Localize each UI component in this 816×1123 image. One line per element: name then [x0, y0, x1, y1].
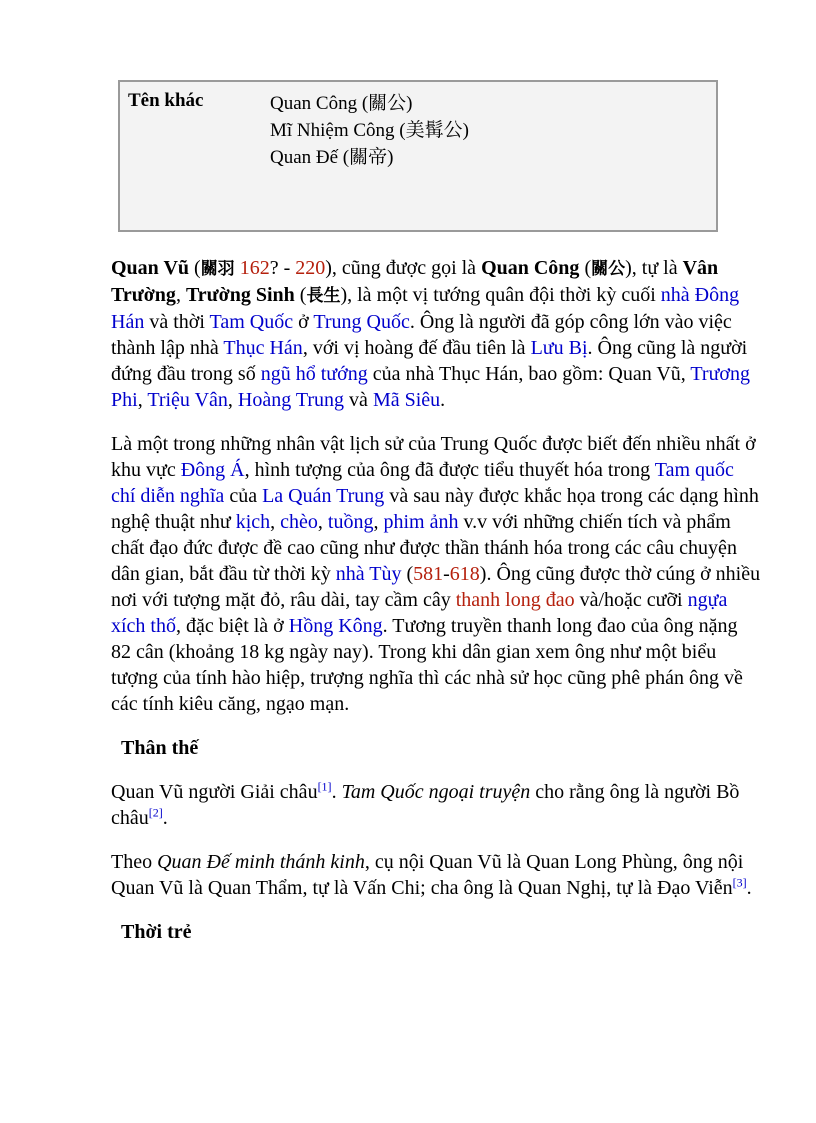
link-luu-bi[interactable]: Lưu Bị — [530, 337, 588, 359]
reference-1[interactable]: [1] — [317, 779, 332, 794]
origin-paragraph: Quan Vũ người Giải châu[1]. Tam Quốc ngoại truyện cho rằng ông là người Bồ châu[2]. — [111, 779, 740, 829]
link-nha-tuy[interactable]: nhà Tùy — [335, 563, 402, 585]
book-title-quan-de-minh-thanh-kinh: Quan Đế minh thánh kinh — [157, 851, 365, 873]
link-tam-quoc[interactable]: Tam Quốc — [209, 311, 294, 333]
birth-year-link[interactable]: 162 — [239, 257, 270, 279]
link-ma-sieu[interactable]: Mã Siêu — [372, 389, 441, 411]
link-cheo[interactable]: chèo — [280, 511, 318, 533]
link-thanh-long-dao[interactable]: thanh long đao — [455, 589, 575, 611]
link-thuc-han[interactable]: Thục Hán — [223, 337, 303, 359]
intro-paragraph: Quan Vũ (關羽 162? - 220), cũng được gọi là Quan Công (關公), tự là Vân Trường, Trường Sinh (長生), là một vị tướng quân đội thời kỳ cuối nhà Đông Hán và thời Tam Quốc ở Trung Quốc. Ông là người đã góp công lớn vào việc thành lập nhà Thục Hán, với vị hoàng đế đầu tiên là Lưu Bị. Ông cũng là người đứng đầu trong số ngũ hổ tướng của nhà Thục Hán, bao gồm: Quan Vũ, Trương Phi, Triệu Vân, Hoàng Trung và Mã Siêu. — [111, 257, 751, 411]
link-la-quan-trung[interactable]: La Quán Trung — [262, 485, 385, 507]
alias-name: Quan Công — [481, 257, 580, 279]
year-618-link[interactable]: 618 — [449, 563, 480, 585]
link-dong-a[interactable]: Đông Á — [180, 459, 245, 481]
style-name-1: Vân Trường — [111, 257, 719, 306]
link-trung-quoc[interactable]: Trung Quốc — [313, 311, 410, 333]
death-year-link[interactable]: 220 — [295, 257, 326, 279]
link-hong-kong[interactable]: Hồng Kông — [288, 615, 383, 637]
link-kich[interactable]: kịch — [235, 511, 271, 533]
reference-3[interactable]: [3] — [732, 875, 747, 890]
subject-name: Quan Vũ — [111, 257, 190, 279]
link-trieu-van[interactable]: Triệu Vân — [147, 389, 228, 411]
cjk-style: 長生 — [306, 286, 341, 306]
infobox-values — [270, 90, 469, 171]
infobox — [118, 80, 718, 232]
section-heading-thoi-tre: Thời trẻ — [121, 921, 192, 943]
cjk-name: 關羽 — [200, 259, 235, 279]
link-hoang-trung[interactable]: Hoàng Trung — [237, 389, 345, 411]
link-truong-phi[interactable]: Trương Phi — [111, 363, 751, 411]
section-heading-than-the: Thân thế — [121, 737, 199, 759]
alt-name-3: Quan Đế (關帝) — [270, 147, 394, 168]
link-dong-han[interactable]: nhà Đông Hán — [111, 284, 740, 333]
link-ngu-ho-tuong[interactable]: ngũ hổ tướng — [260, 363, 368, 385]
alt-name-1: Quan Công (關公) — [270, 93, 413, 114]
link-ngua-xich-tho[interactable]: ngựa xích thố — [111, 589, 728, 637]
legacy-paragraph: Là một trong những nhân vật lịch sử của Trung Quốc được biết đến nhiều nhất ở khu vực Đông Á, hình tượng của ông đã được tiểu thuyết hóa trong Tam quốc chí diễn nghĩa của La Quán Trung và sau này được khắc họa trong các dạng hình nghệ thuật như kịch, chèo, tuồng, phim ảnh v.v với những chiến tích và phẩm chất đạo đức được đề cao cũng như được thần thánh hóa trong các câu chuyện dân gian, bắt đầu từ thời kỳ nhà Tùy (581-618). Ông cũng được thờ cúng ở nhiều nơi với tượng mặt đỏ, râu dài, tay cầm cây thanh long đao và/hoặc cưỡi ngựa xích thố, đặc biệt là ở Hồng Kông. Tương truyền thanh long đao của ông nặng 82 cân (khoảng 18 kg ngày nay). Trong khi dân gian xem ông như một biểu tượng của tính hào hiệp, trượng nghĩa thì các nhà sử học cũng phê phán ông về các tính kiêu căng, ngạo mạn. — [111, 433, 761, 715]
link-phim-anh[interactable]: phim ảnh — [383, 511, 459, 533]
link-tuong[interactable]: tuồng — [327, 511, 374, 533]
link-tam-quoc-chi-dien-nghia[interactable]: Tam quốc chí diễn nghĩa — [111, 459, 734, 507]
year-581-link[interactable]: 581 — [413, 563, 444, 585]
style-name-2: Trường Sinh — [185, 284, 295, 306]
book-title-tam-quoc-ngoai-truyen: Tam Quốc ngoại truyện — [341, 781, 531, 803]
reference-2[interactable]: [2] — [148, 805, 163, 820]
ancestry-paragraph: Theo Quan Đế minh thánh kinh, cụ nội Quan Vũ là Quan Long Phùng, ông nội Quan Vũ là Quan Thẩm, tự là Vấn Chi; cha ông là Quan Nghị, tự là Đạo Viễn[3]. — [111, 851, 752, 899]
alt-name-2: Mĩ Nhiệm Công (美髯公) — [270, 120, 469, 141]
article-body — [111, 255, 761, 963]
cjk-alias: 關公 — [591, 259, 626, 279]
infobox-label: Tên khác — [128, 90, 204, 111]
